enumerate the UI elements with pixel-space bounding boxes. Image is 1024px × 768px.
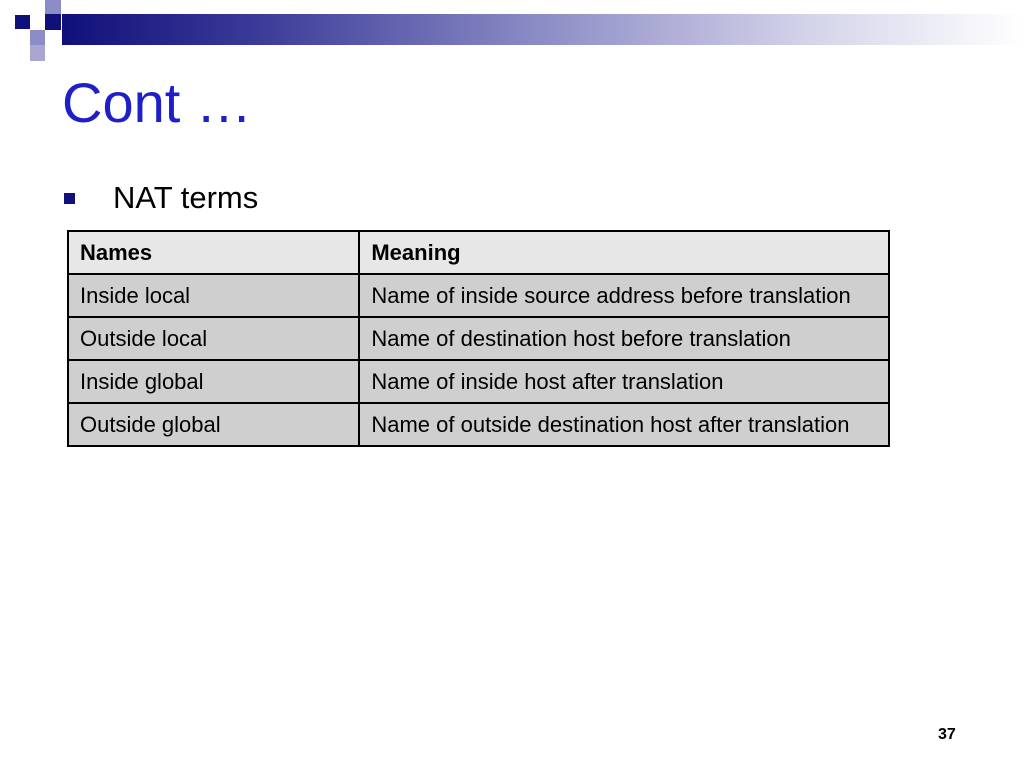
cell-meaning: Name of outside destination host after translation [359, 403, 889, 446]
decor-square-lavender [30, 30, 45, 45]
bullet-square-icon [64, 193, 75, 204]
decor-square-lavender [30, 45, 45, 61]
column-header-meaning: Meaning [359, 231, 889, 274]
nat-terms-table [67, 230, 890, 447]
decor-square-lavender [45, 0, 61, 14]
bullet-text: NAT terms [113, 180, 259, 215]
cell-meaning: Name of inside host after translation [359, 360, 889, 403]
cell-meaning: Name of inside source address before translation [359, 274, 889, 317]
cell-name: Outside local [68, 317, 359, 360]
slide-title: Cont … [62, 71, 252, 134]
cell-name: Inside local [68, 274, 359, 317]
decor-square-navy [15, 15, 30, 29]
decor-square-navy [45, 14, 61, 30]
cell-name: Inside global [68, 360, 359, 403]
column-header-names: Names [68, 231, 359, 274]
decor-gradient-bar [62, 14, 1024, 45]
bullet-item [64, 180, 258, 216]
table-row [68, 360, 889, 403]
table-row [68, 274, 889, 317]
cell-meaning: Name of destination host before translation [359, 317, 889, 360]
table-row [68, 317, 889, 360]
table-header-row [68, 231, 889, 274]
table-row [68, 403, 889, 446]
cell-name: Outside global [68, 403, 359, 446]
page-number: 37 [938, 726, 956, 743]
